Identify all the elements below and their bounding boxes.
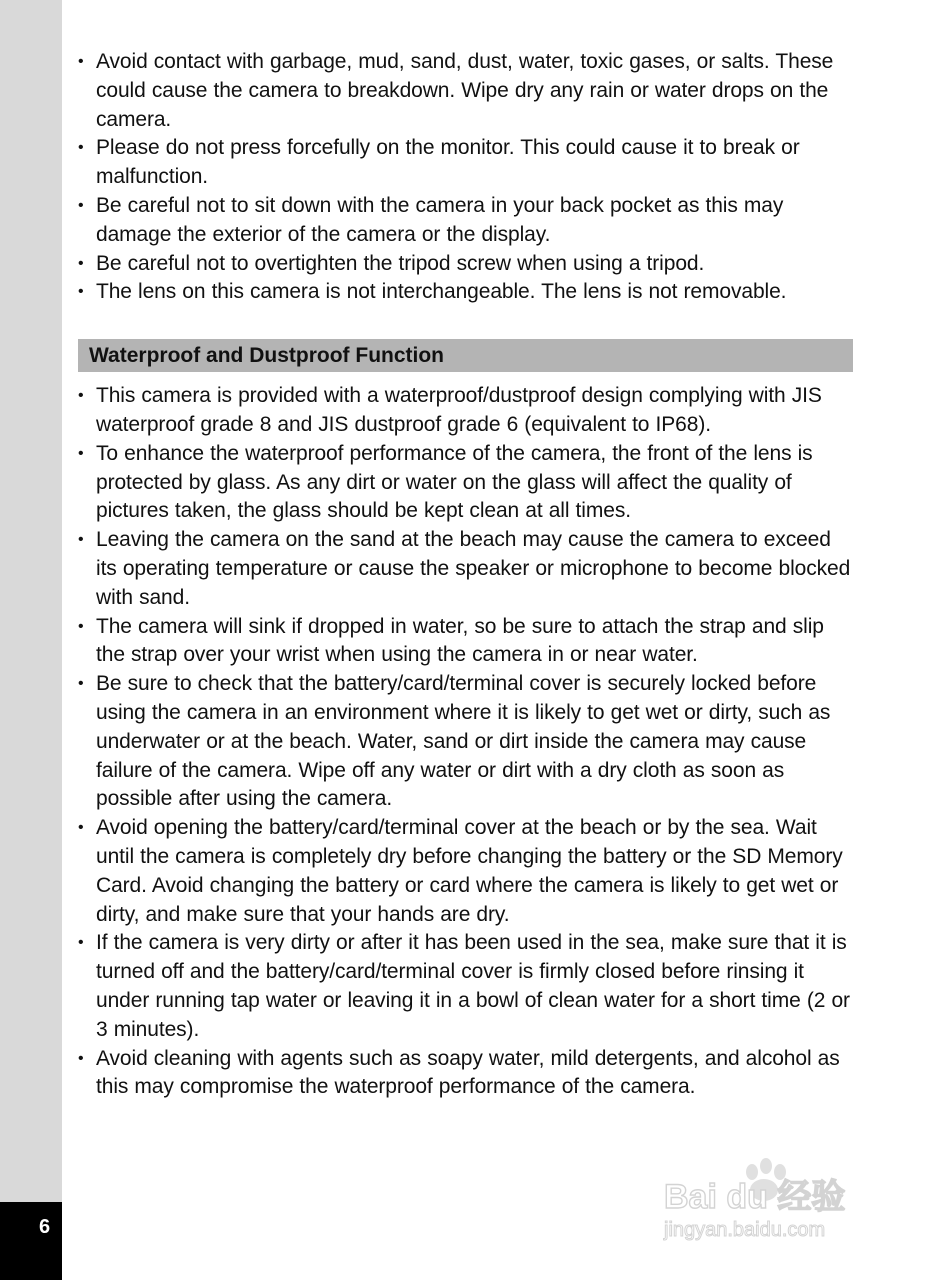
- precautions-list: [78, 48, 853, 307]
- list-item: • The camera will sink if dropped in water, so be sure to attach the strap and slip the strap over your wrist when using the camera in or near water.: [78, 613, 853, 671]
- list-item: • To enhance the waterproof performance of the camera, the front of the lens is protected by glass. As any dirt or water on the glass will affect the quality of pictures taken, the glass should be kept clean at all times.: [78, 440, 853, 526]
- page-number-box: [0, 1202, 62, 1280]
- section-heading: Waterproof and Dustproof Function: [78, 339, 853, 372]
- manual-content: [78, 48, 853, 1102]
- list-item: • This camera is provided with a waterproof/dustproof design complying with JIS waterproof grade 8 and JIS dustproof grade 6 (equivalent to IP68).: [78, 382, 853, 440]
- list-item: • The lens on this camera is not interchangeable. The lens is not removable.: [78, 278, 853, 307]
- list-item: • Be sure to check that the battery/card/terminal cover is securely locked before using the camera in an environment where it is likely to get wet or dirty, such as underwater or at the beach. Water, sand or dirt inside the camera may cause failure of the camera. Wipe off any water or dirt with a dry cloth as soon as possible after using the camera.: [78, 670, 853, 814]
- list-item: • Avoid opening the battery/card/terminal cover at the beach or by the sea. Wait until the camera is completely dry before changing the battery or the SD Memory Card. Avoid changing the battery or card where the camera is likely to get wet or dirty, and make sure that your hands are dry.: [78, 814, 853, 929]
- list-item: • Avoid cleaning with agents such as soapy water, mild detergents, and alcohol as this may compromise the waterproof performance of the camera.: [78, 1045, 853, 1103]
- list-item: • Be careful not to sit down with the camera in your back pocket as this may damage the exterior of the camera or the display.: [78, 192, 853, 250]
- baidu-watermark: [660, 1150, 890, 1250]
- watermark-brand: Bai du 经验: [664, 1178, 846, 1216]
- list-item: • Be careful not to overtighten the tripod screw when using a tripod.: [78, 250, 853, 279]
- page-number: 6: [39, 1216, 51, 1238]
- list-item: • Avoid contact with garbage, mud, sand, dust, water, toxic gases, or salts. These could cause the camera to breakdown. Wipe dry any rain or water drops on the camera.: [78, 48, 853, 134]
- page-side-strip: [0, 0, 62, 1280]
- list-item: • If the camera is very dirty or after it has been used in the sea, make sure that it is turned off and the battery/card/terminal cover is firmly closed before rinsing it under running tap water or leaving it in a bowl of clean water for a short time (2 or 3 minutes).: [78, 929, 853, 1044]
- list-item: • Please do not press forcefully on the monitor. This could cause it to break or malfunction.: [78, 134, 853, 192]
- watermark-url: jingyan.baidu.com: [664, 1219, 826, 1241]
- list-item: • Leaving the camera on the sand at the beach may cause the camera to exceed its operating temperature or cause the speaker or microphone to become blocked with sand.: [78, 526, 853, 612]
- waterproof-list: [78, 382, 853, 1102]
